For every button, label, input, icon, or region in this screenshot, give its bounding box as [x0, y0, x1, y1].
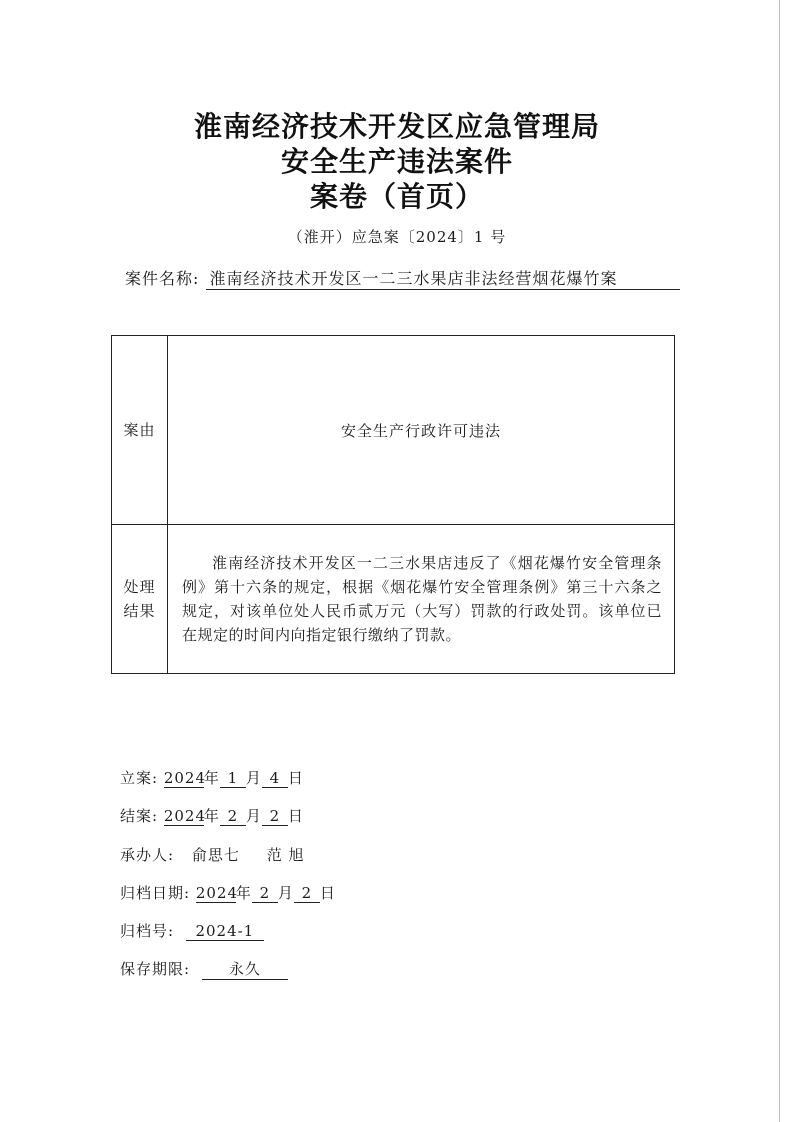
archive-year: 2024 [195, 884, 239, 902]
handlers-label: 承办人: [120, 846, 175, 864]
title-case-type: 安全生产违法案件 [280, 145, 513, 178]
closing-day: 2 [262, 807, 288, 826]
case-name-value: 淮南经济技术开发区一二三水果店非法经营烟花爆竹案 [206, 266, 680, 290]
archive-number-value: 2024-1 [186, 922, 264, 941]
case-name-row [125, 266, 680, 290]
reason-label: 案由 [112, 336, 168, 525]
archive-date-label: 归档日期: [120, 884, 191, 902]
handler-2: 范 旭 [266, 846, 305, 864]
archive-month: 2 [252, 884, 278, 903]
result-label-line1: 处理 [123, 578, 156, 596]
filing-month: 1 [220, 769, 246, 788]
filing-year: 2024 [163, 769, 207, 787]
archive-month-unit: 月 [277, 884, 294, 902]
archive-year-unit: 年 [235, 884, 252, 902]
document-number: （淮开）应急案〔2024〕1 号 [287, 228, 507, 246]
filing-label: 立案: [120, 769, 159, 787]
closing-date-row [120, 805, 304, 826]
archive-date-row [120, 882, 336, 903]
archive-number-label: 归档号: [120, 922, 175, 940]
handler-1: 俞思七 [191, 846, 240, 864]
closing-year: 2024 [163, 807, 207, 825]
result-label-line2: 结果 [123, 602, 156, 620]
result-row [112, 525, 675, 674]
handlers-row [120, 844, 310, 865]
filing-date-row [120, 767, 304, 788]
closing-day-unit: 日 [287, 807, 304, 825]
filing-day-unit: 日 [287, 769, 304, 787]
retention-value: 永久 [202, 958, 288, 980]
result-value: 淮南经济技术开发区一二三水果店违反了《烟花爆竹安全管理条例》第十六条的规定，根据《烟花爆竹安全管理条例》第三十六条之规定，对该单位处人民币贰万元（大写）罚款的行政处罚。该单位已在规定的时间内向指定银行缴纳了罚款。 [168, 525, 675, 674]
retention-label: 保存期限: [120, 960, 191, 978]
closing-month: 2 [220, 807, 246, 826]
retention-row [120, 958, 288, 980]
result-label [112, 525, 168, 674]
title-agency: 淮南经济技术开发区应急管理局 [193, 110, 600, 143]
case-name-label: 案件名称: [125, 269, 200, 288]
filing-day: 4 [262, 769, 288, 788]
title-dossier-cover: 案卷（首页） [309, 180, 484, 213]
filing-month-unit: 月 [245, 769, 262, 787]
case-table [111, 335, 675, 674]
filing-year-unit: 年 [203, 769, 220, 787]
archive-number-row [120, 920, 264, 941]
closing-year-unit: 年 [203, 807, 220, 825]
archive-day: 2 [294, 884, 320, 903]
closing-month-unit: 月 [245, 807, 262, 825]
archive-day-unit: 日 [319, 884, 336, 902]
reason-row [112, 336, 675, 525]
closing-label: 结案: [120, 807, 159, 825]
reason-value: 安全生产行政许可违法 [168, 336, 675, 525]
